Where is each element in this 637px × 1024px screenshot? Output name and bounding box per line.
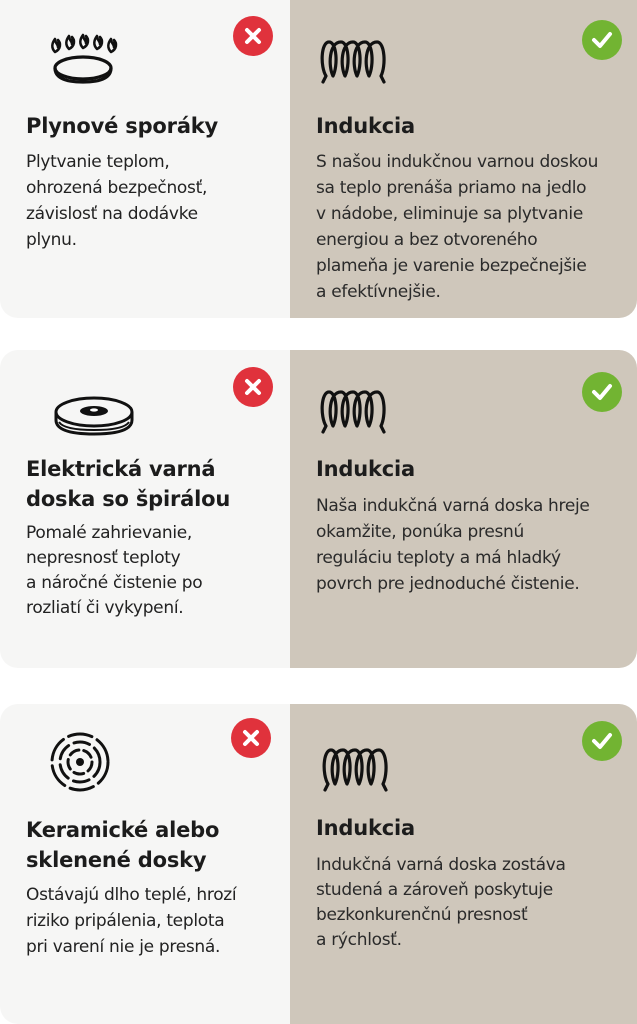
- induction-panel: [290, 0, 637, 318]
- ceramic-hob-title: Keramické alebo sklenené dosky: [26, 818, 220, 872]
- cross-badge: [233, 16, 273, 56]
- induction-coil-icon: [322, 744, 398, 792]
- induction-panel: [290, 704, 637, 1024]
- check-badge: [582, 372, 622, 412]
- induction-title: Indukcia: [316, 114, 415, 138]
- induction-coil-icon: [320, 386, 396, 434]
- check-icon: [591, 31, 613, 49]
- check-icon: [591, 732, 613, 750]
- check-icon: [591, 383, 613, 401]
- induction-coil-icon: [320, 36, 396, 84]
- cross-icon: [244, 378, 262, 396]
- comparison-row-gas: [0, 0, 637, 318]
- ceramic-hob-icon: [48, 730, 112, 794]
- spiral-hotplate-title: Elektrická varná doska so špirálou: [26, 457, 231, 511]
- comparison-row-ceramic: [0, 704, 637, 1024]
- gas-stove-panel: [0, 0, 290, 318]
- spiral-hotplate-panel: [0, 350, 290, 668]
- gas-burner-icon: [46, 32, 120, 84]
- check-badge: [582, 20, 622, 60]
- induction-panel: [290, 350, 637, 668]
- ceramic-hob-panel: [0, 704, 290, 1024]
- gas-stove-description: Plytvanie teplom, ohrozená bezpečnosť, závislosť na dodávke plynu.: [26, 152, 208, 250]
- comparison-row-spiral: [0, 350, 637, 668]
- gas-stove-title: Plynové sporáky: [26, 114, 219, 138]
- cross-badge: [233, 367, 273, 407]
- induction-description: Indukčná varná doska zostáva studená a zároveň poskytuje bezkonkurenčnú presnosť a rýchlosť.: [316, 855, 566, 950]
- spiral-hotplate-description: Pomalé zahrievanie, nepresnosť teploty a náročné čistenie po rozliatí či vykypení.: [26, 523, 203, 618]
- cross-icon: [242, 729, 260, 747]
- induction-title: Indukcia: [316, 816, 415, 840]
- cross-badge: [231, 718, 271, 758]
- spiral-hotplate-icon: [52, 394, 136, 440]
- cross-icon: [244, 27, 262, 45]
- induction-description: Naša indukčná varná doska hreje okamžite, ponúka presnú reguláciu teploty a má hladký povrch pre jednoduché čistenie.: [316, 496, 590, 594]
- induction-title: Indukcia: [316, 457, 415, 481]
- check-badge: [582, 721, 622, 761]
- induction-description: S našou indukčnou varnou doskou sa teplo prenáša priamo na jedlo v nádobe, eliminuje sa plytvanie energiou a bez otvoreného plameňa je varenie bezpečnejšie a efektívnejšie.: [316, 152, 599, 302]
- ceramic-hob-description: Ostávajú dlho teplé, hrozí riziko pripálenia, teplota pri varení nie je presná.: [26, 885, 237, 957]
